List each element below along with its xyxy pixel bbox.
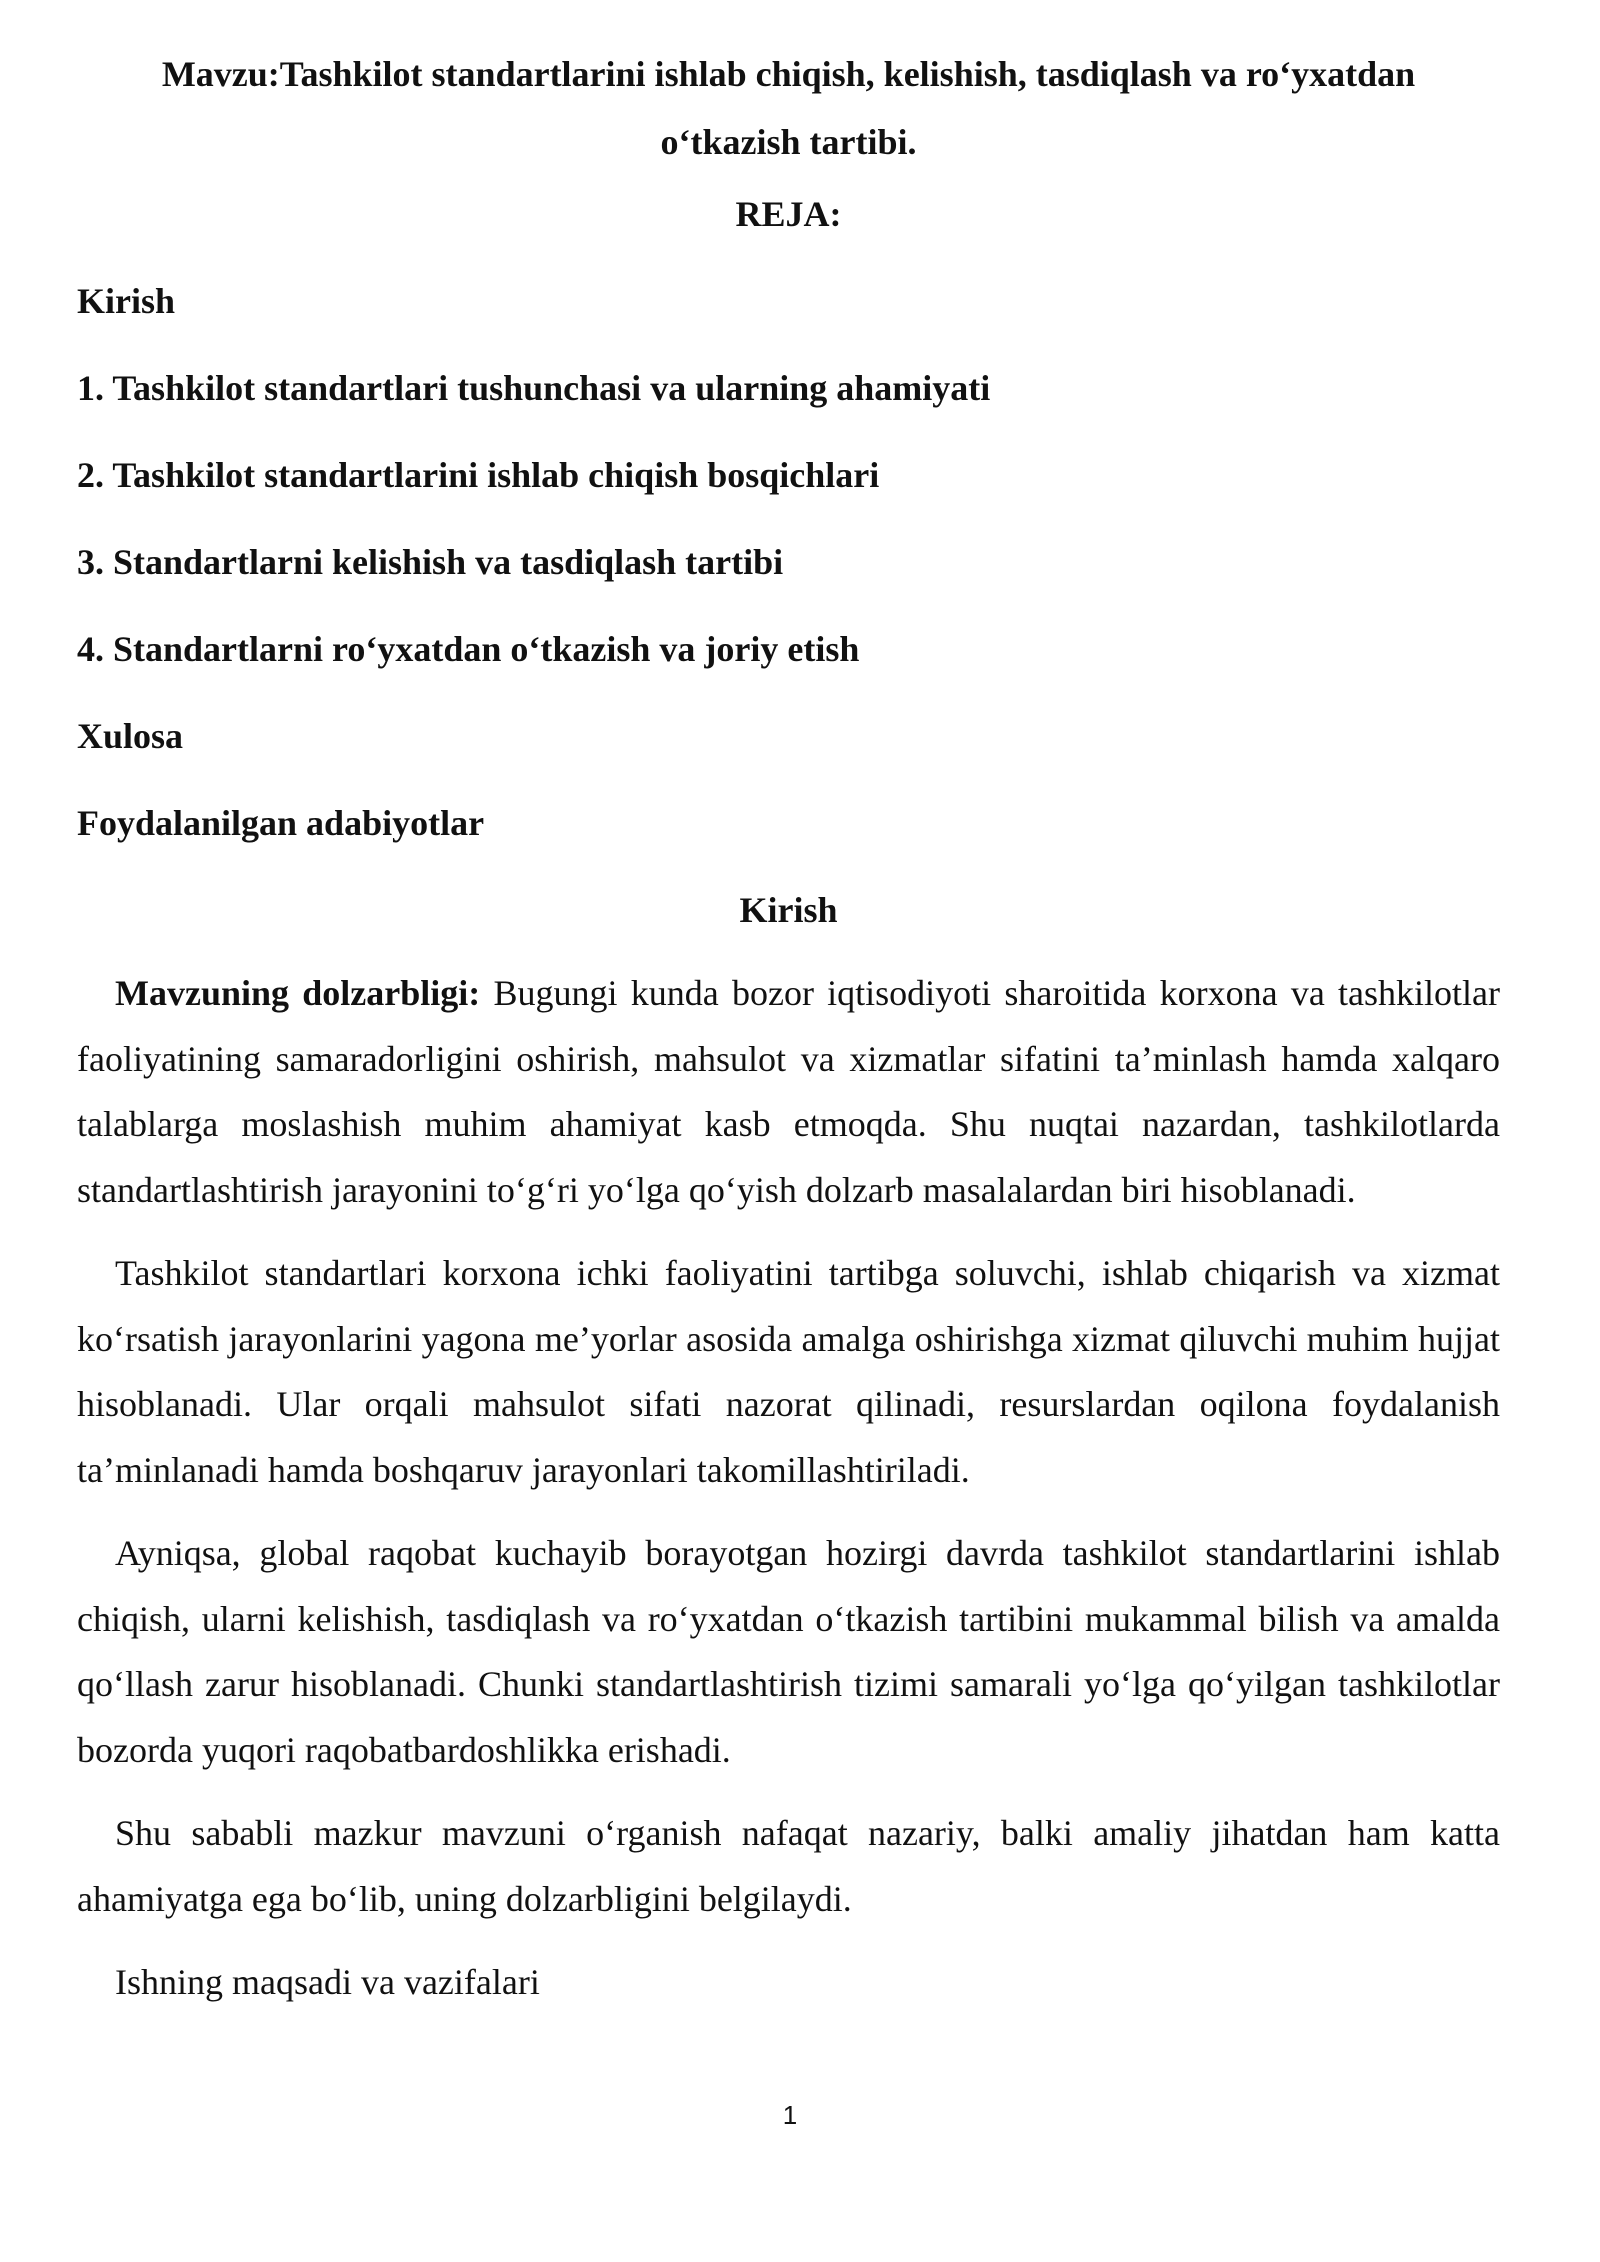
- plan-item-conclusion: Xulosa: [77, 715, 184, 756]
- paragraph-relevance-lead: Mavzuning dolzarbligi:: [115, 973, 481, 1013]
- title-line-1: Mavzu:Tashkilot standartlarini ishlab chiqish, kelishish, tasdiqlash va ro‘yxatdan: [161, 54, 1416, 94]
- plan-heading: REJA:: [735, 194, 842, 234]
- title-line-2: o‘tkazish tartibi.: [660, 122, 917, 162]
- plan-item-references: Foydalanilgan adabiyotlar: [77, 802, 485, 843]
- intro-heading: Kirish: [739, 890, 838, 930]
- plan-item-intro: Kirish: [77, 280, 176, 321]
- plan-item-2: 2. Tashkilot standartlarini ishlab chiqish bosqichlari: [77, 454, 880, 495]
- paragraph-relevance: [77, 961, 1500, 1223]
- plan-list: [77, 257, 1500, 866]
- plan-item-4: 4. Standartlarni ro‘yxatdan o‘tkazish va joriy etish: [77, 628, 860, 669]
- document-page: [77, 40, 1500, 2016]
- plan-item-1: 1. Tashkilot standartlari tushunchasi va ularning ahamiyati: [77, 367, 991, 408]
- paragraph-relevance-text: Bugungi kunda bozor iqtisodiyoti sharoitida korxona va tashkilotlar faoliyatining samaradorligini oshirish, mahsulot va xizmatlar sifatini ta’minlash hamda xalqaro talablarga moslashish muhim ahamiyat kasb etmoqda. Shu nuqtai nazardan, tashkilotlarda standartlashtirish jarayonini to‘g‘ri yo‘lga qo‘yish dolzarb masalalardan biri hisoblanadi.: [77, 973, 1500, 1210]
- paragraph-importance: Shu sababli mazkur mavzuni o‘rganish nafaqat nazariy, balki amaliy jihatdan ham katta ahamiyatga ega bo‘lib, uning dolzarbligini belgilaydi.: [77, 1813, 1500, 1919]
- document-title: [77, 40, 1500, 176]
- paragraph-competition: Ayniqsa, global raqobat kuchayib borayotgan hozirgi davrda tashkilot standartlarini ishlab chiqish, ularni kelishish, tasdiqlash va ro‘yxatdan o‘tkazish tartibini mukammal bilish va amalda qo‘llash zarur hisoblanadi. Chunki standartlashtirish tizimi samarali yo‘lga qo‘yilgan tashkilotlar bozorda yuqori raqobatbardoshlikka erishadi.: [77, 1533, 1500, 1770]
- paragraph-standards: Tashkilot standartlari korxona ichki faoliyatini tartibga soluvchi, ishlab chiqarish va xizmat ko‘rsatish jarayonlarini yagona me’yorlar asosida amalga oshirishga xizmat qiluvchi muhim hujjat hisoblanadi. Ular orqali mahsulot sifati nazorat qilinadi, resurslardan oqilona foydalanish ta’minlanadi hamda boshqaruv jarayonlari takomillashtiriladi.: [77, 1253, 1500, 1490]
- plan-item-3: 3. Standartlarni kelishish va tasdiqlash tartibi: [77, 541, 784, 582]
- page-number: 1: [782, 2100, 798, 2130]
- paragraph-goals-heading: Ishning maqsadi va vazifalari: [115, 1962, 540, 2002]
